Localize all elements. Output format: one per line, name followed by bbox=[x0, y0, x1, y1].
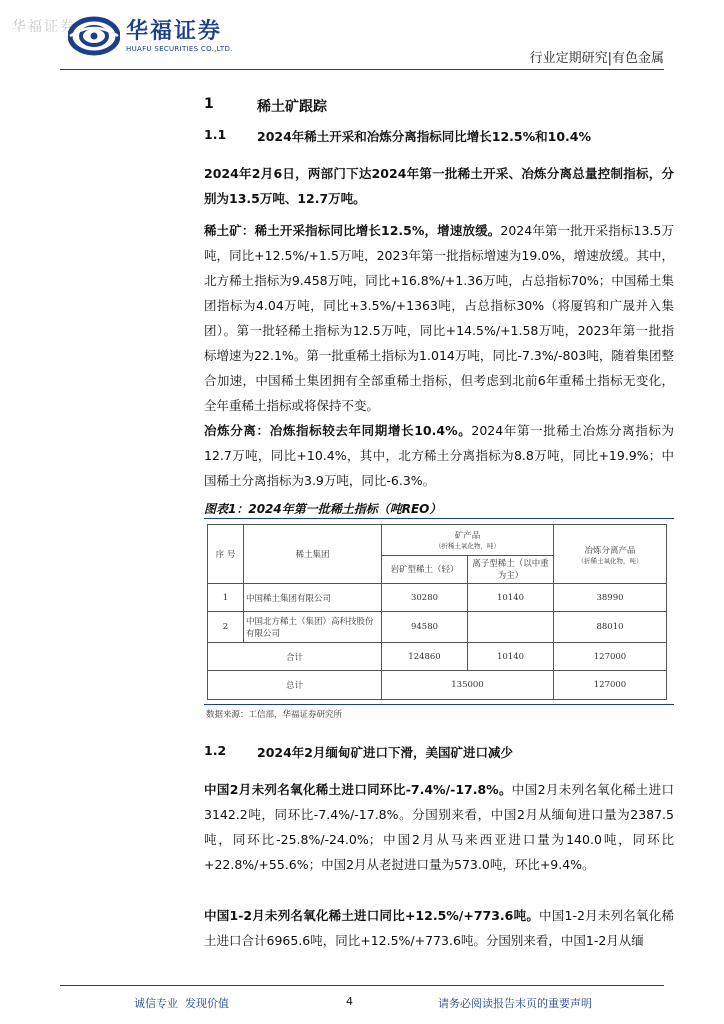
section-1-title: 稀土矿跟踪 bbox=[257, 99, 327, 115]
paragraph-quota-summary: 2024年2月6日，两部门下达2024年第一批稀土开采、冶炼分离总量控制指标，分别为13.5万吨、12.7万吨。 bbox=[204, 166, 674, 206]
paragraph-lead: 中国1-2月未列名氧化稀土进口同比+12.5%/+773.6吨。 bbox=[204, 908, 540, 923]
cell-group: 中国北方稀土（集团）高科技股份有限公司 bbox=[244, 612, 382, 643]
cell-rock: 94580 bbox=[382, 612, 468, 643]
cell-ionic: 10140 bbox=[468, 584, 554, 612]
footer-divider bbox=[60, 985, 664, 986]
paragraph-smelting-quota bbox=[204, 418, 674, 493]
paragraph-body: 中国1-2月未列名氧化稀土进口合计6965.6吨，同比+12.5%/+773.6吨。分国别来看，中国1-2月从缅 bbox=[204, 908, 674, 948]
footer-disclaimer: 请务必阅读报告末页的重要声明 bbox=[438, 997, 592, 1010]
header-mine-unit: （折稀土氧化物，吨） bbox=[435, 542, 500, 551]
section-1-1-title: 2024年稀土开采和冶炼分离指标同比增长12.5%和10.4% bbox=[257, 129, 592, 144]
huafu-logo-icon bbox=[68, 16, 120, 56]
paragraph-body: 2024年第一批开采指标13.5万吨，同比+12.5%/+1.5万吨，2023年第一批指标增速为19.0%，增速放缓。其中，北方稀土指标为9.458万吨，同比+16.8%/+1.36万吨，占总指标70%；中国稀土集团指标为4.04万吨，同比+3.5%/+1363吨，占总指标30%（将厦钨和广晟并入集团）。第一批轻稀土指标为12.5万吨，同比+14.5%/+1.58万吨，2023年第一批指标增速为22.1%。第一批重稀土指标为1.014万吨，同比-7.3%/-803吨，随着集团整合加速，中国稀土集团拥有全部重稀土指标，但考虑到北前6年重稀土指标无变化，全年重稀土指标或将保持不变。 bbox=[204, 223, 674, 413]
section-1-number: 1 bbox=[204, 96, 214, 112]
report-category: 行业定期研究|有色金属 bbox=[529, 51, 664, 66]
header-group: 稀土集团 bbox=[244, 525, 382, 584]
paragraph-body: 中国2月未列名氧化稀土进口3142.2吨，同环比-7.4%/-17.8%。分国别来看，中国2月从缅甸进口量为2387.5吨，同环比-25.8%/-24.0%；中国2月从马来西亚进口量为140.0吨，同环比+22.8%/+55.6%；中国2月从老挝进口量为573.0吨，环比+9.4%。 bbox=[204, 782, 674, 872]
cell-subtotal-label: 合计 bbox=[208, 643, 382, 671]
cell-subtotal-rock: 124860 bbox=[382, 643, 468, 671]
figure-top-rule bbox=[204, 518, 674, 519]
cell-no: 1 bbox=[208, 584, 244, 612]
cell-smelt: 38990 bbox=[554, 584, 667, 612]
header-smelt-unit: （折稀土氧化物，吨） bbox=[577, 556, 643, 565]
header-smelt-label: 冶炼分离产品 bbox=[584, 545, 636, 556]
paragraph-lead: 冶炼分离：冶炼指标较去年同期增长10.4%。 bbox=[204, 423, 472, 438]
quota-table bbox=[207, 524, 667, 700]
watermark-text: 华福证券 bbox=[12, 19, 76, 35]
header-mine bbox=[382, 525, 554, 556]
section-1-2-title: 2024年2月缅甸矿进口下滑，美国矿进口减少 bbox=[257, 745, 513, 760]
paragraph-lead: 中国2月未列名氧化稀土进口同环比-7.4%/-17.8%。 bbox=[204, 782, 512, 797]
cell-total-mine: 135000 bbox=[382, 671, 554, 700]
cell-rock: 30280 bbox=[382, 584, 468, 612]
paragraph-lead: 稀土矿：稀土开采指标同比增长12.5%，增速放缓。 bbox=[204, 223, 501, 238]
table-row bbox=[208, 612, 667, 643]
figure-bottom-rule bbox=[204, 704, 674, 705]
paragraph-feb-imports bbox=[204, 777, 674, 877]
brand-name-cn: 华福证券 bbox=[126, 19, 223, 44]
figure-source: 数据来源：工信部，华福证券研究所 bbox=[206, 710, 343, 720]
cell-smelt: 88010 bbox=[554, 612, 667, 643]
header-smelt bbox=[554, 525, 667, 584]
figure-1-title: 图表1：2024年第一批稀土指标（吨REO） bbox=[204, 502, 442, 516]
paragraph-jan-feb-imports bbox=[204, 903, 674, 953]
header-divider bbox=[60, 69, 664, 70]
cell-total-label: 总计 bbox=[208, 671, 382, 700]
paragraph-mining-quota bbox=[204, 218, 674, 418]
header-ionic: 离子型稀土（以中重为主） bbox=[468, 555, 554, 583]
brand-logo bbox=[68, 16, 233, 56]
cell-no: 2 bbox=[208, 612, 244, 643]
cell-subtotal-smelt: 127000 bbox=[554, 643, 667, 671]
page-number: 4 bbox=[346, 995, 353, 1008]
cell-group: 中国稀土集团有限公司 bbox=[244, 584, 382, 612]
header-mine-label: 矿产品 bbox=[454, 531, 481, 542]
footer-slogan: 诚信专业 发现价值 bbox=[134, 997, 229, 1010]
brand-name-en: HUAFU SECURITIES CO.,LTD. bbox=[126, 45, 233, 53]
cell-subtotal-ionic: 10140 bbox=[468, 643, 554, 671]
paragraph-body: 2024年第一批稀土冶炼分离指标为12.7万吨，同比+10.4%，其中，北方稀土分离指标为8.8万吨，同比+19.9%；中国稀土分离指标为3.9万吨，同比-6.3%。 bbox=[204, 423, 674, 488]
table-row-total bbox=[208, 671, 667, 700]
section-1-1-number: 1.1 bbox=[204, 127, 227, 142]
cell-total-smelt: 127000 bbox=[554, 671, 667, 700]
cell-ionic bbox=[468, 612, 554, 643]
header-rock: 岩矿型稀土（轻） bbox=[382, 555, 468, 583]
section-1-2-number: 1.2 bbox=[204, 743, 227, 758]
table-row bbox=[208, 584, 667, 612]
header-no: 序 号 bbox=[208, 525, 244, 584]
table-row-subtotal bbox=[208, 643, 667, 671]
